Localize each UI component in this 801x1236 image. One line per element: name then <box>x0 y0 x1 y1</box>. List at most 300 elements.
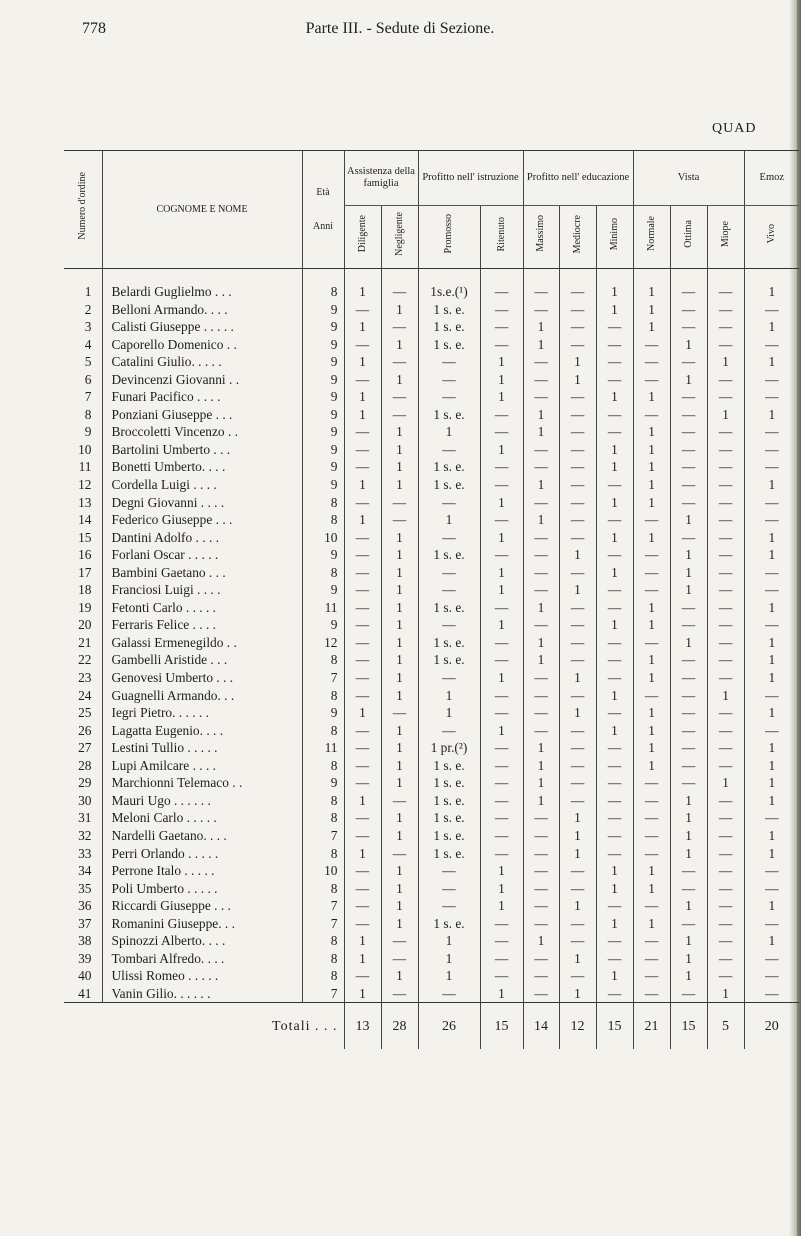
cell-ottima: — <box>670 476 707 494</box>
cell-normale: 1 <box>633 651 670 669</box>
cell-normale: — <box>633 967 670 985</box>
cell-mediocre: — <box>559 687 596 705</box>
student-age: 9 <box>302 371 344 389</box>
cell-massimo: — <box>523 862 559 880</box>
cell-negligente: 1 <box>381 739 418 757</box>
cell-ritenuto: 1 <box>480 388 523 406</box>
cell-normale: 1 <box>633 757 670 775</box>
cell-normale: — <box>633 985 670 1003</box>
cell-massimo: 1 <box>523 476 559 494</box>
cell-mediocre: 1 <box>559 985 596 1003</box>
cell-miope: — <box>707 932 744 950</box>
cell-vivo: 1 <box>744 651 799 669</box>
cell-massimo: 1 <box>523 932 559 950</box>
cell-miope: — <box>707 809 744 827</box>
cell-normale: — <box>633 336 670 354</box>
cell-miope: — <box>707 897 744 915</box>
cell-ottima: — <box>670 757 707 775</box>
cell-diligente: — <box>344 634 381 652</box>
cell-promosso: — <box>418 722 480 740</box>
cell-negligente: 1 <box>381 564 418 582</box>
cell-normale: 1 <box>633 669 670 687</box>
cell-normale: — <box>633 687 670 705</box>
table-row <box>64 423 799 441</box>
student-name: Funari Pacifico . . . . <box>102 388 302 406</box>
cell-promosso: 1 s. e. <box>418 546 480 564</box>
cell-massimo: 1 <box>523 792 559 810</box>
row-number: 16 <box>78 547 92 563</box>
cell-massimo: — <box>523 441 559 459</box>
cell-diligente: — <box>344 494 381 512</box>
cell-vivo: 1 <box>744 897 799 915</box>
cell-diligente: — <box>344 687 381 705</box>
cell-miope: 1 <box>707 774 744 792</box>
cell-miope: — <box>707 862 744 880</box>
table-row <box>64 441 799 459</box>
row-number: 20 <box>78 617 92 633</box>
row-number: 5 <box>84 354 92 370</box>
student-name: Bonetti Umberto. . . . <box>102 458 302 476</box>
cell-vivo: 1 <box>744 792 799 810</box>
cell-mediocre: 1 <box>559 897 596 915</box>
cell-mediocre: — <box>559 739 596 757</box>
student-name: Calisti Giuseppe . . . . . <box>102 318 302 336</box>
row-number: 19 <box>78 599 92 615</box>
cell-ottima: 1 <box>670 371 707 389</box>
totals-row <box>64 1003 799 1050</box>
cell-mediocre: — <box>559 616 596 634</box>
cell-miope: — <box>707 950 744 968</box>
cell-mediocre: 1 <box>559 581 596 599</box>
cell-minimo: — <box>596 827 633 845</box>
cell-ottima: — <box>670 880 707 898</box>
cell-negligente: 1 <box>381 897 418 915</box>
col-eta-line2: Anni <box>313 220 333 232</box>
cell-negligente: 1 <box>381 967 418 985</box>
cell-ritenuto: 1 <box>480 862 523 880</box>
cell-promosso: 1 s. e. <box>418 458 480 476</box>
cell-ottima: — <box>670 301 707 319</box>
cell-promosso: — <box>418 985 480 1003</box>
cell-diligente: — <box>344 809 381 827</box>
student-age: 8 <box>302 722 344 740</box>
row-number: 18 <box>78 582 92 598</box>
student-age: 8 <box>302 687 344 705</box>
student-name: Vanin Gilio. . . . . . <box>102 985 302 1003</box>
cell-minimo: — <box>596 546 633 564</box>
student-name: Romanini Giuseppe. . . <box>102 915 302 933</box>
student-name: Lupi Amilcare . . . . <box>102 757 302 775</box>
cell-massimo: 1 <box>523 336 559 354</box>
cell-miope: — <box>707 880 744 898</box>
student-name: Galassi Ermenegildo . . <box>102 634 302 652</box>
cell-promosso: 1 s. e. <box>418 301 480 319</box>
cell-ritenuto: 1 <box>480 722 523 740</box>
cell-ottima: 1 <box>670 634 707 652</box>
cell-ritenuto: — <box>480 511 523 529</box>
cell-ritenuto: 1 <box>480 529 523 547</box>
student-name: Caporello Domenico . . <box>102 336 302 354</box>
cell-ritenuto: 1 <box>480 616 523 634</box>
cell-vivo: — <box>744 915 799 933</box>
student-age: 8 <box>302 880 344 898</box>
cell-mediocre: 1 <box>559 827 596 845</box>
cell-promosso: — <box>418 353 480 371</box>
cell-negligente: — <box>381 792 418 810</box>
cell-negligente: 1 <box>381 774 418 792</box>
cell-vivo: — <box>744 985 799 1003</box>
student-name: Perri Orlando . . . . . <box>102 845 302 863</box>
cell-minimo: — <box>596 511 633 529</box>
cell-ottima: — <box>670 388 707 406</box>
student-age: 9 <box>302 318 344 336</box>
cell-promosso: 1 <box>418 687 480 705</box>
cell-ritenuto: — <box>480 792 523 810</box>
cell-diligente: — <box>344 564 381 582</box>
total-mediocre: 12 <box>559 1003 596 1050</box>
cell-massimo: — <box>523 546 559 564</box>
cell-negligente: 1 <box>381 722 418 740</box>
running-title: Parte III. - Sedute di Sezione. <box>305 20 495 37</box>
table-row <box>64 458 799 476</box>
col-miope: Miope <box>707 206 744 269</box>
cell-normale: — <box>633 353 670 371</box>
cell-negligente: 1 <box>381 371 418 389</box>
cell-negligente: 1 <box>381 915 418 933</box>
cell-miope: 1 <box>707 406 744 424</box>
cell-mediocre: — <box>559 423 596 441</box>
cell-massimo: — <box>523 529 559 547</box>
cell-massimo: 1 <box>523 739 559 757</box>
cell-mediocre: 1 <box>559 704 596 722</box>
cell-mediocre: — <box>559 599 596 617</box>
cell-massimo: — <box>523 950 559 968</box>
cell-minimo: 1 <box>596 494 633 512</box>
student-name: Degni Giovanni . . . . <box>102 494 302 512</box>
cell-vivo: 1 <box>744 599 799 617</box>
cell-vivo: — <box>744 336 799 354</box>
cell-mediocre: — <box>559 967 596 985</box>
row-number: 10 <box>78 441 92 457</box>
student-age: 8 <box>302 651 344 669</box>
cell-ottima: — <box>670 915 707 933</box>
cell-ritenuto: 1 <box>480 494 523 512</box>
student-name: Ulissi Romeo . . . . . <box>102 967 302 985</box>
table-row <box>64 792 799 810</box>
row-number: 29 <box>78 775 92 791</box>
cell-vivo: 1 <box>744 529 799 547</box>
cell-promosso: 1 s. e. <box>418 915 480 933</box>
cell-promosso: 1 s. e. <box>418 774 480 792</box>
student-age: 8 <box>302 932 344 950</box>
student-name: Gambelli Aristide . . . <box>102 651 302 669</box>
cell-minimo: 1 <box>596 616 633 634</box>
cell-vivo: 1 <box>744 827 799 845</box>
cell-ritenuto: — <box>480 283 523 301</box>
cell-promosso: 1 s. e. <box>418 336 480 354</box>
cell-vivo: 1 <box>744 476 799 494</box>
student-age: 9 <box>302 774 344 792</box>
student-age: 9 <box>302 476 344 494</box>
cell-promosso: — <box>418 371 480 389</box>
cell-vivo: 1 <box>744 774 799 792</box>
student-name: Tombari Alfredo. . . . <box>102 950 302 968</box>
student-name: Mauri Ugo . . . . . . <box>102 792 302 810</box>
table-row <box>64 897 799 915</box>
total-promosso: 26 <box>418 1003 480 1050</box>
table-row <box>64 669 799 687</box>
cell-negligente: 1 <box>381 581 418 599</box>
cell-minimo: — <box>596 336 633 354</box>
cell-promosso: 1 s. e. <box>418 318 480 336</box>
row-number: 36 <box>78 898 92 914</box>
cell-mediocre: 1 <box>559 353 596 371</box>
cell-minimo: — <box>596 932 633 950</box>
cell-mediocre: — <box>559 564 596 582</box>
table-row <box>64 880 799 898</box>
cell-negligente: 1 <box>381 458 418 476</box>
cell-ottima: — <box>670 862 707 880</box>
cell-normale: 1 <box>633 494 670 512</box>
table-row <box>64 687 799 705</box>
cell-vivo: — <box>744 967 799 985</box>
table-row <box>64 581 799 599</box>
cell-ritenuto: — <box>480 827 523 845</box>
cell-miope: — <box>707 458 744 476</box>
group-istruzione: Profitto nell' istruzione <box>418 151 523 206</box>
student-age: 8 <box>302 511 344 529</box>
table-row <box>64 722 799 740</box>
student-age: 7 <box>302 827 344 845</box>
row-number: 11 <box>78 459 92 475</box>
cell-promosso: 1 s. e. <box>418 476 480 494</box>
cell-negligente: 1 <box>381 669 418 687</box>
cell-normale: — <box>633 546 670 564</box>
cell-normale: — <box>633 371 670 389</box>
total-minimo: 15 <box>596 1003 633 1050</box>
cell-normale: — <box>633 845 670 863</box>
table-row <box>64 406 799 424</box>
cell-miope: 1 <box>707 687 744 705</box>
cell-normale: — <box>633 406 670 424</box>
cell-ritenuto: — <box>480 301 523 319</box>
cell-miope: — <box>707 371 744 389</box>
cell-ottima: — <box>670 353 707 371</box>
cell-vivo: — <box>744 511 799 529</box>
cell-ritenuto: — <box>480 406 523 424</box>
cell-miope: — <box>707 722 744 740</box>
student-name: Broccoletti Vincenzo . . <box>102 423 302 441</box>
cell-promosso: — <box>418 669 480 687</box>
cell-diligente: — <box>344 722 381 740</box>
cell-promosso: 1 s. e. <box>418 809 480 827</box>
cell-minimo: — <box>596 739 633 757</box>
cell-massimo: — <box>523 669 559 687</box>
cell-minimo: 1 <box>596 301 633 319</box>
student-name: Bartolini Umberto . . . <box>102 441 302 459</box>
student-age: 7 <box>302 669 344 687</box>
cell-ottima: 1 <box>670 950 707 968</box>
table-row <box>64 476 799 494</box>
cell-minimo: 1 <box>596 880 633 898</box>
cell-minimo: 1 <box>596 441 633 459</box>
cell-normale: 1 <box>633 862 670 880</box>
row-number: 28 <box>78 757 92 773</box>
page-number: 778 <box>82 20 106 37</box>
cell-vivo: 1 <box>744 669 799 687</box>
cell-miope: — <box>707 704 744 722</box>
cell-ritenuto: — <box>480 739 523 757</box>
cell-normale: — <box>633 774 670 792</box>
cell-mediocre: — <box>559 283 596 301</box>
cell-negligente: 1 <box>381 441 418 459</box>
cell-diligente: — <box>344 529 381 547</box>
row-number: 33 <box>78 845 92 861</box>
cell-normale: — <box>633 950 670 968</box>
cell-minimo: 1 <box>596 564 633 582</box>
group-vista: Vista <box>633 151 744 206</box>
cell-vivo: — <box>744 494 799 512</box>
cell-ritenuto: 1 <box>480 371 523 389</box>
cell-normale: 1 <box>633 915 670 933</box>
cell-mediocre: 1 <box>559 669 596 687</box>
cell-ritenuto: — <box>480 476 523 494</box>
cell-negligente: 1 <box>381 809 418 827</box>
cell-mediocre: — <box>559 774 596 792</box>
cell-vivo: — <box>744 950 799 968</box>
table-row <box>64 862 799 880</box>
cell-ottima: — <box>670 494 707 512</box>
cell-mediocre: — <box>559 441 596 459</box>
cell-ritenuto: — <box>480 423 523 441</box>
cell-promosso: 1 <box>418 950 480 968</box>
cell-negligente: — <box>381 406 418 424</box>
cell-normale: 1 <box>633 476 670 494</box>
group-educazione: Profitto nell' educazione <box>523 151 633 206</box>
table-row <box>64 827 799 845</box>
cell-vivo: — <box>744 423 799 441</box>
cell-vivo: 1 <box>744 704 799 722</box>
cell-massimo: 1 <box>523 318 559 336</box>
cell-minimo: 1 <box>596 283 633 301</box>
cell-miope: — <box>707 915 744 933</box>
row-number: 8 <box>84 406 92 422</box>
cell-ottima: — <box>670 774 707 792</box>
cell-diligente: — <box>344 757 381 775</box>
cell-massimo: — <box>523 494 559 512</box>
col-nome: COGNOME E NOME <box>102 151 302 269</box>
cell-vivo: 1 <box>744 406 799 424</box>
cell-massimo: — <box>523 967 559 985</box>
cell-miope: — <box>707 529 744 547</box>
cell-diligente: — <box>344 669 381 687</box>
cell-massimo: — <box>523 353 559 371</box>
cell-mediocre: — <box>559 476 596 494</box>
cell-minimo: — <box>596 757 633 775</box>
cell-vivo: 1 <box>744 283 799 301</box>
cell-minimo: — <box>596 318 633 336</box>
cell-ritenuto: — <box>480 932 523 950</box>
cell-negligente: — <box>381 932 418 950</box>
table-row <box>64 967 799 985</box>
row-number: 26 <box>78 722 92 738</box>
cell-ritenuto: — <box>480 599 523 617</box>
cell-miope: — <box>707 757 744 775</box>
cell-ottima: — <box>670 616 707 634</box>
student-age: 7 <box>302 897 344 915</box>
cell-diligente: — <box>344 546 381 564</box>
cell-ritenuto: — <box>480 915 523 933</box>
cell-minimo: 1 <box>596 722 633 740</box>
cell-promosso: — <box>418 880 480 898</box>
table-row <box>64 932 799 950</box>
student-age: 9 <box>302 616 344 634</box>
cell-promosso: 1 s. e. <box>418 406 480 424</box>
cell-ottima: 1 <box>670 511 707 529</box>
cell-negligente: — <box>381 950 418 968</box>
row-number: 35 <box>78 880 92 896</box>
cell-minimo: 1 <box>596 862 633 880</box>
student-age: 8 <box>302 757 344 775</box>
cell-ottima: — <box>670 599 707 617</box>
col-normale: Normale <box>633 206 670 269</box>
cell-promosso: 1 <box>418 704 480 722</box>
cell-ottima: — <box>670 722 707 740</box>
cell-minimo: — <box>596 792 633 810</box>
cell-miope: — <box>707 827 744 845</box>
cell-mediocre: — <box>559 915 596 933</box>
table-row <box>64 757 799 775</box>
cell-mediocre: — <box>559 792 596 810</box>
cell-negligente: 1 <box>381 827 418 845</box>
row-number: 3 <box>84 319 92 335</box>
cell-massimo: — <box>523 722 559 740</box>
page-header <box>0 20 801 50</box>
student-age: 9 <box>302 336 344 354</box>
cell-mediocre: — <box>559 301 596 319</box>
student-name: Perrone Italo . . . . . <box>102 862 302 880</box>
cell-mediocre: 1 <box>559 950 596 968</box>
cell-ritenuto: 1 <box>480 669 523 687</box>
student-name: Meloni Carlo . . . . . <box>102 809 302 827</box>
cell-ritenuto: — <box>480 651 523 669</box>
cell-diligente: — <box>344 739 381 757</box>
cell-miope: — <box>707 441 744 459</box>
cell-normale: 1 <box>633 301 670 319</box>
cell-massimo: 1 <box>523 406 559 424</box>
table-row <box>64 336 799 354</box>
cell-diligente: — <box>344 915 381 933</box>
cell-diligente: — <box>344 880 381 898</box>
cell-minimo: 1 <box>596 388 633 406</box>
table-tag: QUAD <box>712 121 757 136</box>
student-age: 8 <box>302 967 344 985</box>
cell-diligente: — <box>344 458 381 476</box>
cell-negligente: — <box>381 511 418 529</box>
cell-massimo: 1 <box>523 511 559 529</box>
student-name: Iegri Pietro. . . . . . <box>102 704 302 722</box>
col-numero: Numero d'ordine <box>64 151 102 269</box>
cell-normale: 1 <box>633 441 670 459</box>
student-age: 10 <box>302 862 344 880</box>
cell-promosso: — <box>418 494 480 512</box>
student-age: 8 <box>302 283 344 301</box>
row-number: 21 <box>78 634 92 650</box>
total-massimo: 14 <box>523 1003 559 1050</box>
cell-minimo: — <box>596 669 633 687</box>
cell-ritenuto: — <box>480 845 523 863</box>
cell-ottima: 1 <box>670 564 707 582</box>
